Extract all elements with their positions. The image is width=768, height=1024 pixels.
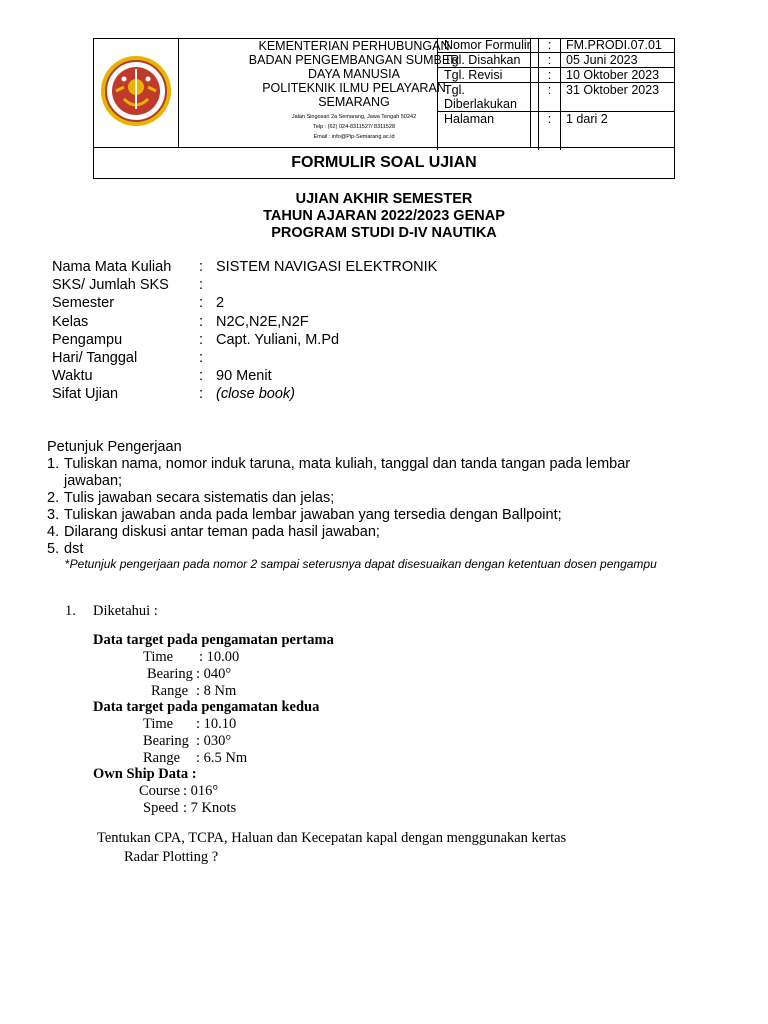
instructions-list [47, 456, 687, 558]
data-value: : 6.5 Nm [196, 750, 248, 766]
course-info-colon: : [199, 349, 204, 366]
data-label: Range [151, 683, 189, 699]
meta-row [437, 112, 674, 150]
meta-label: Nomor Formulir [437, 38, 539, 52]
instructions [47, 439, 687, 558]
course-info-label: Nama Mata Kuliah [52, 259, 172, 275]
course-info-value: (close book) [216, 386, 295, 403]
instruction-item [47, 541, 687, 558]
course-info-colon: : [199, 295, 204, 312]
meta-row [437, 53, 674, 68]
course-info-colon: : [199, 277, 204, 294]
instruction-item [47, 524, 687, 541]
institution-line: KEMENTERIAN PERHUBUNGAN [258, 39, 450, 53]
task-line-1: Tentukan CPA, TCPA, Haluan dan Kecepatan kapal dengan menggunakan kertas [97, 830, 567, 846]
first-observation-title: Data target pada pengamatan pertama [93, 632, 334, 648]
meta-row [437, 83, 674, 112]
course-info-label: Pengampu [52, 331, 123, 348]
meta-label: Tgl. Diberlakukan [437, 83, 539, 111]
task-line-2: Radar Plotting ? [124, 849, 219, 865]
instruction-text: Tuliskan jawaban anda pada lembar jawaban yang tersedia dengan Ballpoint; [64, 507, 562, 523]
address-line: Email : info@Pip-Semarang.ac.id [313, 134, 395, 140]
data-label: Bearing [143, 733, 189, 749]
data-value: : 8 Nm [196, 683, 237, 699]
own-ship-title: Own Ship Data : [93, 766, 197, 782]
note-text: Petunjuk pengerjaan pada nomor 2 sampai seterusnya dapat disesuaikan dengan ketentuan dosen pengampu [69, 557, 657, 571]
course-info-label: Kelas [52, 313, 89, 330]
meta-colon: : [539, 112, 561, 150]
course-info-colon: : [199, 386, 204, 403]
meta-value: 10 Oktober 2023 [566, 68, 660, 82]
logo-cell [94, 39, 179, 147]
course-info-value: 90 Menit [216, 368, 272, 385]
data-label: Speed [143, 800, 179, 816]
course-info-label: Hari/ Tanggal [52, 349, 138, 366]
question-number: 1. [65, 603, 76, 619]
institution-line: DAYA MANUSIA [308, 67, 400, 81]
data-label: Range [143, 750, 181, 766]
institution-line: BADAN PENGEMBANGAN SUMBER [248, 53, 460, 67]
course-info-label: Waktu [52, 368, 93, 385]
meta-colon: : [539, 68, 561, 82]
instruction-text: Tulis jawaban secara sistematis dan jelas; [64, 490, 335, 506]
meta-row [437, 68, 674, 83]
course-info-colon: : [199, 368, 204, 385]
instruction-number: 3. [47, 507, 60, 523]
data-label: Time [143, 649, 174, 665]
institution-line: SEMARANG [318, 95, 390, 109]
instruction-item [47, 507, 687, 524]
address-line: Jalan Singosari 2a Semarang, Jawa Tengah 50242 [291, 114, 417, 120]
instruction-text: Dilarang diskusi antar teman pada hasil jawaban; [64, 524, 380, 540]
course-info-colon: : [199, 313, 204, 330]
data-value: : 10.00 [199, 649, 240, 665]
meta-label: Halaman [437, 112, 539, 150]
address-line: Telp : (62) 024-8311527/ 8311528 [312, 124, 396, 130]
instructions-note [65, 557, 674, 571]
institution-logo-icon [94, 39, 178, 147]
instruction-text: dst [64, 541, 84, 557]
instruction-text: Tuliskan nama, nomor induk taruna, mata kuliah, tanggal dan tanda tangan pada lembar jawaban; [64, 456, 631, 489]
course-info-colon: : [199, 331, 204, 348]
instruction-number: 5. [47, 541, 60, 557]
meta-label: Tgl. Disahkan [437, 53, 539, 67]
meta-colon: : [539, 53, 561, 67]
data-value: : 016° [183, 783, 219, 799]
course-info-value: N2C,N2E,N2F [216, 313, 309, 330]
meta-value: 31 Oktober 2023 [566, 83, 660, 97]
instructions-title: Petunjuk Pengerjaan [47, 439, 182, 455]
meta-row [437, 38, 674, 53]
exam-heading-line: TAHUN AJARAN 2022/2023 GENAP [263, 208, 505, 224]
exam-heading [0, 191, 768, 242]
course-info-value: 2 [216, 295, 225, 312]
data-value: : 7 Knots [183, 800, 237, 816]
course-info-colon: : [199, 259, 204, 275]
data-label: Time [143, 716, 174, 732]
instruction-number: 1. [47, 456, 60, 472]
meta-value: 1 dari 2 [566, 112, 608, 126]
course-info-value: Capt. Yuliani, M.Pd [216, 331, 340, 348]
instruction-item [47, 490, 687, 507]
exam-heading-line: UJIAN AKHIR SEMESTER [295, 191, 473, 207]
meta-value: 05 Juni 2023 [566, 53, 638, 67]
data-label: Bearing [147, 666, 193, 682]
form-title: FORMULIR SOAL UJIAN [291, 154, 477, 171]
meta-colon: : [539, 38, 561, 52]
data-value: : 10.10 [196, 716, 237, 732]
meta-value: FM.PRODI.07.01 [566, 38, 662, 52]
data-label: Course [139, 783, 181, 799]
instruction-number: 2. [47, 490, 60, 506]
institution-line: POLITEKNIK ILMU PELAYARAN [262, 81, 446, 95]
exam-heading-line: PROGRAM STUDI D-IV NAUTIKA [271, 225, 497, 241]
data-value: : 030° [196, 733, 232, 749]
instruction-number: 4. [47, 524, 60, 540]
note-star: * [65, 557, 70, 571]
course-info-value: SISTEM NAVIGASI ELEKTRONIK [216, 259, 438, 275]
course-info-label: SKS/ Jumlah SKS [52, 277, 169, 294]
meta-colon: : [539, 83, 561, 111]
instruction-item [47, 456, 687, 490]
course-info-label: Semester [52, 295, 115, 312]
data-value: : 040° [196, 666, 232, 682]
second-observation-title: Data target pada pengamatan kedua [93, 699, 320, 715]
meta-label: Tgl. Revisi [437, 68, 539, 82]
course-info-label: Sifat Ujian [52, 386, 119, 403]
question-intro: Diketahui : [93, 603, 158, 619]
